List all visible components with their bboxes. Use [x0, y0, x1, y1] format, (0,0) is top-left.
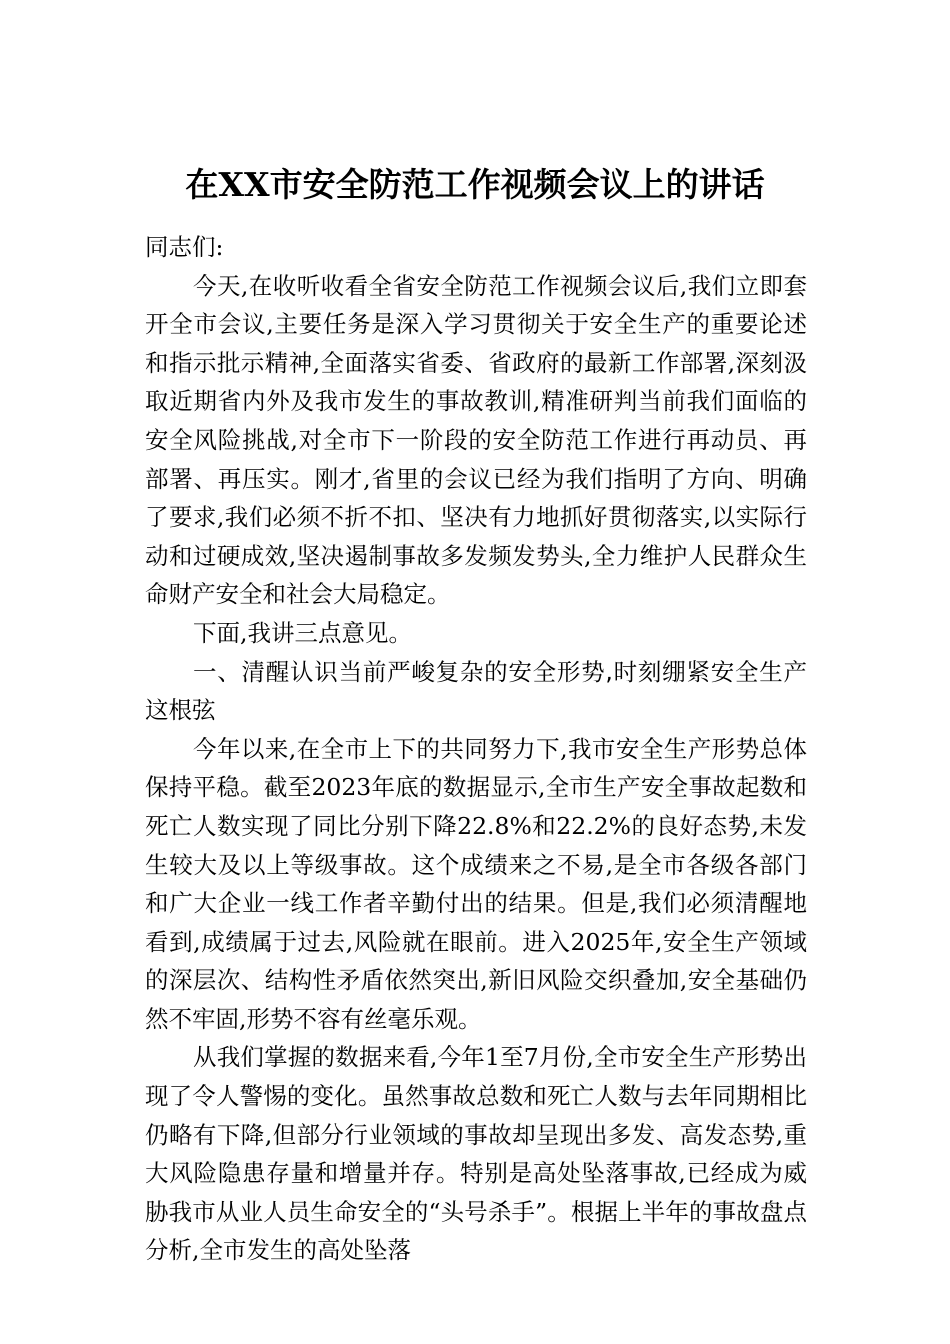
- section-heading-1: 一、清醒认识当前严峻复杂的安全形势,时刻绷紧安全生产这根弦: [145, 657, 807, 725]
- section1-paragraph-1: 今年以来,在全市上下的共同努力下,我市安全生产形势总体保持平稳。截至2023年底的数据显示,全市生产安全事故起数和死亡人数实现了同比分别下降22.8%和22.2%的良好态势,未发生较大及以上等级事故。这个成绩来之不易,是全市各级各部门和广大企业一线工作者辛勤付出的结果。但是,我们必须清醒地看到,成绩属于过去,风险就在眼前。进入2025年,安全生产领域的深层次、结构性矛盾依然突出,新旧风险交织叠加,安全基础仍然不牢固,形势不容有丝毫乐观。: [145, 734, 807, 1033]
- intro-paragraph: 今天,在收听收看全省安全防范工作视频会议后,我们立即套开全市会议,主要任务是深入学习贯彻关于安全生产的重要论述和指示批示精神,全面落实省委、省政府的最新工作部署,深刻汲取近期省内外及我市发生的事故教训,精准研判当前我们面临的安全风险挑战,对全市下一阶段的安全防范工作进行再动员、再部署、再压实。刚才,省里的会议已经为我们指明了方向、明确了要求,我们必须不折不扣、坚决有力地抓好贯彻落实,以实际行动和过硬成效,坚决遏制事故多发频发势头,全力维护人民群众生命财产安全和社会大局稳定。: [145, 271, 807, 609]
- salutation: 同志们:: [145, 233, 224, 261]
- document-title: 在XX市安全防范工作视频会议上的讲话: [185, 165, 765, 204]
- outline-paragraph: 下面,我讲三点意见。: [193, 618, 412, 647]
- section1-paragraph-2: 从我们掌握的数据来看,今年1至7月份,全市安全生产形势出现了令人警惕的变化。虽然事故总数和死亡人数与去年同期相比仍略有下降,但部分行业领域的事故却呈现出多发、高发态势,重大风险隐患存量和增量并存。特别是高处坠落事故,已经成为威胁我市从业人员生命安全的“头号杀手”。根据上半年的事故盘点分析,全市发生的高处坠落: [145, 1043, 807, 1265]
- document-body: [145, 228, 807, 1270]
